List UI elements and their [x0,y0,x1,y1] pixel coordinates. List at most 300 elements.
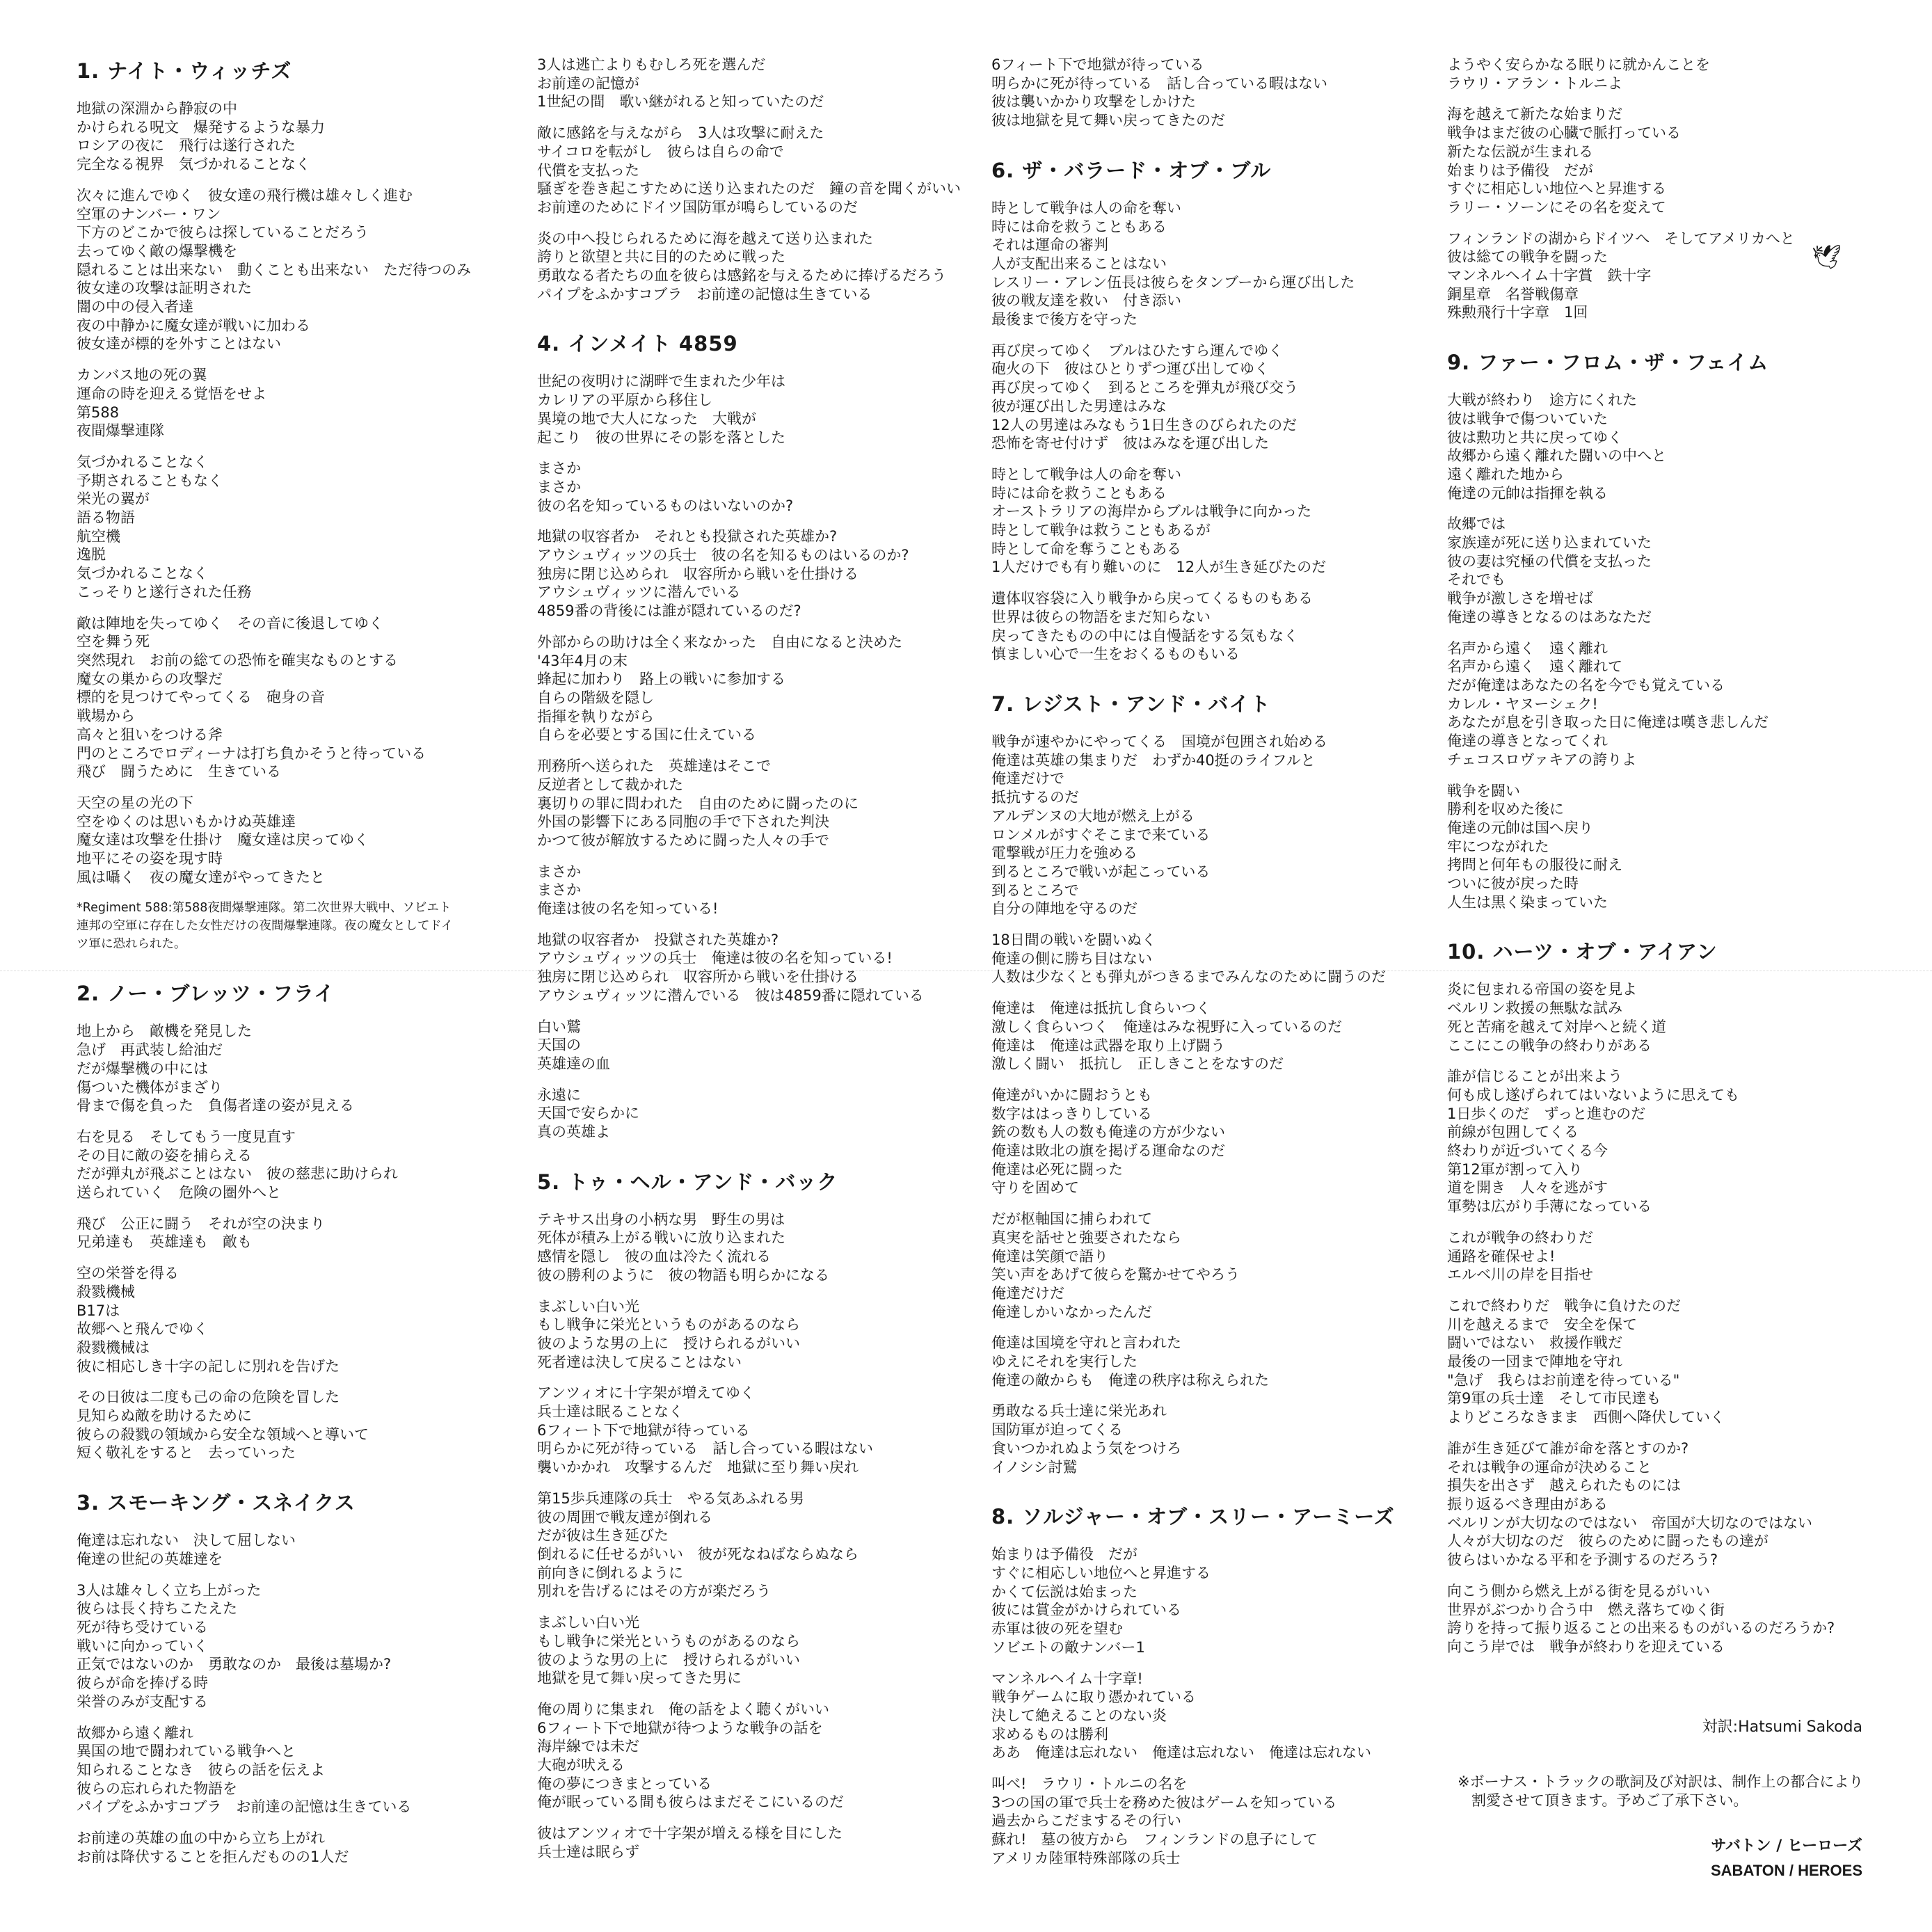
song-title: 10. ハーツ・オブ・アイアン [1447,940,1718,964]
lyric-line: 恐怖を寄せ付けず 彼はみなを運び出した [991,435,1269,452]
lyric-line: 彼のような男の上に 授けられるがいい [537,1334,800,1352]
lyric-line: 6フィート下で地獄が待つような戦争の話を [537,1719,823,1737]
lyric-line: 独房に閉じ込められ 収容所から戦いを仕掛ける [537,968,859,986]
lyric-stanza [1447,56,1892,93]
lyric-line: 彼が運び出した男達はみな [991,397,1167,415]
lyric-line: 彼は襲いかかり攻撃をしかけた [991,93,1196,111]
lyric-line: まさか [537,460,581,477]
lyric-line: 求めるものは勝利 [991,1725,1108,1743]
song-section [991,155,1437,664]
lyric-line: 彼は戦争で傷ついていた [1447,410,1608,427]
lyric-line: アウシュヴィッツの兵士 俺達は彼の名を知っている! [537,950,893,967]
lyric-stanza [991,1670,1437,1763]
lyric-stanza [1447,1067,1892,1216]
lyric-line: カレリアの平原から移住し [537,392,712,409]
lyric-line: 3つの国の軍で兵士を務めた彼はゲームを知っている [991,1794,1337,1811]
lyric-line: 風は囁く 夜の魔女達がやってきたと [77,868,325,886]
lyric-line: 語る物語 [77,509,135,527]
lyric-line: これが戦争の終わりだ [1447,1229,1593,1246]
lyric-line: アウシュヴィッツに潜んでいる 彼は4859番に隠れている [537,987,924,1004]
lyric-line: 門のところでロディーナは打ち負かそうと待っている [77,744,426,762]
lyric-line: 大砲が吠える [537,1757,625,1774]
lyric-line: マンネルヘイム十字章! [991,1670,1143,1687]
lyric-line: 独房に閉じ込められ 収容所から戦いを仕掛ける [537,565,859,582]
lyric-line: 前向きに倒れるように [537,1564,683,1581]
lyric-line: 気づかれることなく [77,453,208,470]
lyric-line: 骨まで傷を負った 負傷者達の姿が見える [77,1097,354,1115]
lyric-stanza [537,124,982,217]
lyric-line: 勇敢なる者たちの血を彼らは感銘を与えるために捧げるだろう [537,267,946,285]
lyric-line: 俺達の敵からも 俺達の秩序は称えられた [991,1371,1269,1389]
lyric-line: まぶしい白い光 [537,1298,639,1315]
lyric-line: 軍勢は広がり手薄になっている [1447,1198,1652,1215]
lyric-line: 自らを必要とする国に仕えている [537,726,756,744]
lyric-line: 自分の陣地を守るのだ [991,900,1137,918]
lyric-line: アメリカ陸軍特殊部隊の兵士 [991,1849,1181,1867]
lyric-line: 代償を支払った [537,161,639,179]
lyric-line: 12人の男達はみなもう1日生きのびられたのだ [991,416,1298,433]
lyric-line: 世界がぶつかり合う中 燃え落ちてゆく街 [1447,1601,1725,1618]
lyric-line: 倒れるに任せるがいい 彼が死なねばならぬなら [537,1546,859,1563]
lyric-line: 彼らはいかなる平和を予測するのだろう? [1447,1551,1718,1569]
lyric-line: 真実を話せと強要されたなら [991,1229,1181,1246]
lyric-line: 彼女達が標的を外すことはない [77,335,281,353]
lyric-line: 守りを固めて [991,1179,1079,1197]
footnote-line: 連邦の空軍に存在した女性だけの夜間爆撃連隊。夜の魔女としてドイ [77,919,454,934]
lyric-line: 戦争が速やかにやってくる 国境が包囲され始める [991,733,1327,750]
lyric-line: 第9軍の兵士達 そして市民達も [1447,1390,1661,1407]
lyric-line: 敵に感銘を与えながら 3人は攻撃に耐えた [537,125,824,142]
lyric-stanza [991,56,1437,130]
lyric-stanza [991,199,1437,329]
lyric-stanza [77,1388,522,1462]
lyric-line: 損失を出さず 越えられたものには [1447,1477,1681,1494]
lyric-line: 彼女達の攻撃は証明された [77,280,252,297]
lyric-line: かくて伝説は始まった [991,1583,1137,1600]
lyric-line: 世界は彼らの物語をまだ知らない [991,608,1211,625]
lyric-line: 彼の戦友達を救い 付き添い [991,292,1181,310]
lyric-line: 彼は勲功と共に戻ってゆく [1447,429,1622,446]
lyric-line: 故郷へと飛んでゆく [77,1320,208,1338]
lyric-line: 飛び 闘うために 生きている [77,763,281,781]
lyric-stanza [991,1334,1437,1389]
song-section [537,1167,982,1862]
song-section [991,689,1437,1476]
song-title: 6. ザ・バラード・オブ・ブル [991,158,1272,182]
lyric-line: 俺達がいかに闘おうとも [991,1086,1152,1103]
song-title: 8. ソルジャー・オブ・スリー・アーミーズ [991,1505,1395,1529]
lyric-line: 彼はアンツィオで十字架が増える様を目にした [537,1825,843,1842]
lyric-line: まさか [537,881,581,899]
lyric-line: 振り返るべき理由がある [1447,1496,1608,1512]
lyric-line: 彼らの殺戮の領域から安全な領域へと導いて [77,1426,369,1443]
lyric-stanza [77,1724,522,1817]
lyric-line: 明らかに死が待っている 話し合っている暇はない [537,1440,873,1458]
lyric-line: 時には命を救うこともある [991,218,1167,235]
lyric-line: 傷ついた機体がまざり [77,1078,223,1096]
lyric-stanza [537,931,982,1005]
lyric-stanza [1447,1297,1892,1427]
lyric-line: 天国で安らかに [537,1105,639,1122]
lyric-stanza [537,1824,982,1861]
bonus-track-note [1458,1773,1863,1810]
lyric-stanza [991,1086,1437,1197]
lyric-stanza [77,614,522,781]
lyric-line: レスリー・アレン伍長は彼らをタンブーから運び出した [991,273,1355,291]
lyric-line: 飛び 公正に闘う それが空の決まり [77,1215,325,1232]
lyric-line: 夜間爆撃連隊 [77,422,164,440]
lyric-line: 遠く離れた地から [1447,465,1564,483]
lyric-stanza [537,527,982,621]
footnote [77,899,522,953]
lyric-line: 兄弟達も 英雄達も 敵も [77,1234,252,1251]
lyric-line: まさか [537,478,581,495]
lyric-line: 兵士達は眠らず [537,1843,639,1860]
lyric-line: 空を舞う死 [77,633,150,650]
lyric-line: 俺達だけで [991,770,1064,788]
lyric-stanza [537,1384,982,1477]
lyric-line: 彼の周囲で戦友達が倒れる [537,1508,712,1526]
lyric-line: 終わりが近づいてくる今 [1447,1142,1608,1160]
lyric-line: 夜の中静かに魔女達が戦いに加わる [77,317,310,334]
lyric-line: だが俺達はあなたの名を今でも覚えている [1447,676,1725,694]
lyric-line: 天国の [537,1037,581,1054]
lyric-stanza [77,1531,522,1568]
lyric-line: 気づかれることなく [77,565,208,582]
lyric-line: 6フィート下で地獄が待っている [537,1421,750,1439]
lyric-line: 人が支配出来ることはない [991,255,1167,272]
lyric-line: だが枢軸国に捕らわれて [991,1211,1152,1228]
lyric-line: 到るところで [991,881,1079,899]
lyric-line: 死体が積み上がる戦いに放り込まれた [537,1229,785,1247]
lyric-line: ここにこの戦争の終わりがある [1447,1037,1652,1054]
lyric-stanza [537,56,982,111]
lyric-line: ラリー・ソーンにその名を変えて [1447,198,1666,216]
lyric-stanza [991,342,1437,453]
song-section [1447,347,1892,911]
lyric-line: 殊勲飛行十字章 1回 [1447,304,1588,321]
song-section [537,56,982,303]
lyric-line: 18日間の戦いを闘いぬく [991,932,1156,949]
lyric-line: ベルリンが大切なのではない 帝国が大切なのではない [1447,1514,1812,1531]
lyric-line: 戻ってきたものの中には自慢話をする気もなく [991,627,1298,644]
lyric-line: 栄光の翼が [77,490,150,508]
artist-album-jp: サバトン / ヒーローズ [1711,1837,1862,1855]
lyric-line: 永遠に [537,1086,581,1103]
lyric-line: 笑い声をあげて彼らを驚かせてやろう [991,1266,1240,1284]
lyric-line: 地獄の収容者か 投獄された英雄か? [537,931,779,948]
lyric-line: 俺達は英雄の集まりだ わずか40挺のライフルと [991,751,1316,769]
lyric-line: 川を越えるまで 安全を保て [1447,1316,1637,1333]
lyric-line: 再び戻ってゆく ブルはひたすら運んでゆく [991,342,1284,359]
lyric-line: 再び戻ってゆく 到るところを弾丸が飛び交う [991,379,1298,397]
lyric-line: 地上から 敵機を発見した [77,1023,252,1040]
lyric-line: 別れを告げるにはその方が楽だろう [537,1583,771,1600]
lyric-line: 俺達は忘れない 決して屈しない [77,1532,296,1549]
lyric-line: カンバス地の死の翼 [77,367,207,384]
lyric-stanza [1447,1439,1892,1570]
lyric-line: 急げ 再武装し給油だ [77,1041,223,1059]
song-section [77,56,522,953]
lyric-line: それは運命の審判 [991,237,1108,254]
lyric-line: その目に敵の姿を捕らえる [77,1147,252,1164]
lyric-stanza [991,733,1437,918]
lyric-line: 俺達の導きとなってくれ [1447,733,1608,750]
lyric-line: 下方のどこかで彼らは探していることだろう [77,224,369,241]
lyric-line: パイプをふかすコブラ お前達の記憶は生きている [537,285,872,303]
lyric-line: ようやく安らかなる眠りに就かんことを [1447,56,1710,73]
lyric-line: 死が待ち受けている [77,1619,208,1636]
lyric-line: だが彼は生き延びた [537,1527,669,1544]
lyric-line: 誇りと欲望と共に目的のために戦った [537,248,785,266]
lyric-line: ソビエトの敵ナンバー1 [991,1638,1145,1656]
song-title: 3. スモーキング・スネイクス [77,1491,356,1515]
lyric-line: 6フィート下で地獄が待っている [991,56,1204,73]
lyric-stanza [77,1022,522,1115]
lyric-line: 向こう岸では 戦争が終わりを迎えている [1447,1638,1725,1655]
lyric-line: これで終わりだ 戦争に負けたのだ [1447,1297,1681,1314]
lyric-line: 大戦が終わり 途方にくれた [1447,392,1637,409]
lyric-line: 異境の地で大人になった 大戦が [537,410,756,427]
lyric-line: 数字ははっきりしている [991,1105,1152,1122]
lyric-line: だが弾丸が飛ぶことはない 彼の慈悲に助けられ [77,1165,398,1183]
lyric-stanza [537,1298,982,1372]
lyric-line: 俺達だけだ [991,1284,1064,1302]
lyric-line: 3人は雄々しく立ち上がった [77,1581,262,1599]
lyric-line: かけられる呪文 爆発するような暴力 [77,118,325,136]
lyric-stanza [77,453,522,602]
lyric-line: 彼の名を知っているものはいないのか? [537,497,794,514]
lyric-line: 彼らが命を捧げる時 [77,1675,208,1692]
song-title: 2. ノー・ブレッツ・フライ [77,982,335,1006]
lyric-line: サイコロを転がし 彼らは自らの命で [537,143,784,160]
bonus-note-line: 割愛させて頂きます。予めご了承下さい。 [1471,1792,1748,1809]
lyric-stanza [1447,1582,1892,1656]
lyric-line: 空をゆくのは思いもかけぬ英雄達 [77,813,296,830]
lyric-line: 戦いに向かっていく [77,1637,208,1654]
lyric-line: 俺達は彼の名を知っている! [537,900,719,918]
lyric-line: アルデンヌの大地が燃え上がる [991,807,1195,824]
lyric-line: 騒ぎを巻き起こすために送り込まれたのだ 鐘の音を聞くがいい [537,180,961,198]
lyric-line: 最後の一団まで陣地を守れ [1447,1353,1622,1371]
lyric-line: 人生は黒く染まっていた [1447,893,1608,911]
lyric-line: 正気ではないのか 勇敢なのか 最後は墓場か? [77,1656,392,1673]
lyric-line: 知られることなき 彼らの話を伝えよ [77,1761,325,1778]
lyric-line: 魔女の巣からの攻撃だ [77,670,223,687]
lyric-line: 勇敢なる兵士達に栄光あれ [991,1403,1167,1420]
lyric-line: 運命の時を迎える覚悟をせよ [77,385,266,402]
lyric-line: カレル・ヤヌーシェク! [1447,695,1598,712]
lyric-line: 故郷では [1447,516,1506,533]
lyric-line: 始まりは予備役 だが [991,1546,1137,1563]
lyric-line: あなたが息を引き取った日に俺達は嘆き悲しんだ [1447,714,1769,731]
lyric-line: 遺体収容袋に入り戦争から戻ってくるものもある [991,590,1313,607]
lyric-line: 戦争が激しさを増せば [1447,590,1593,607]
lyric-line: ゆえにそれを実行した [991,1353,1137,1371]
lyric-line: 標的を見つけてやってくる 砲身の音 [77,689,325,706]
lyric-line: 襲いかかれ 攻撃するんだ 地獄に至り舞い戻れ [537,1459,859,1476]
lyric-line: 誰が信じることが出来よう [1447,1068,1622,1085]
lyric-line: 彼は総ての戦争を闘った [1447,248,1608,266]
lyric-line: 殺戮機械は [77,1339,150,1356]
lyric-line: 俺達は国境を守れと言われた [991,1334,1181,1352]
lyric-line: 叫べ! ラウリ・トルニの名を [991,1775,1188,1793]
lyric-line: 始まりは予備役 だが [1447,161,1593,179]
lyric-line: '43年4月の末 [537,652,628,669]
lyric-stanza [1447,515,1892,626]
lyric-line: 4859番の背後には誰が隠れているのだ? [537,602,801,620]
lyric-stanza [77,186,522,353]
lyric-line: 1人だけでも有り難いのに 12人が生き延びたのだ [991,559,1327,576]
lyric-line: 敵は陣地を失ってゆく その音に後退してゆく [77,614,383,632]
lyric-line: 1日歩くのだ ずっと進むのだ [1447,1105,1646,1122]
lyric-line: 第15歩兵連隊の兵士 やる気あふれる男 [537,1490,804,1507]
lyric-line: 兵士達は眠ることなく [537,1403,683,1421]
lyric-line: 俺達しかいなかったんだ [991,1303,1152,1320]
lyric-line: 時として戦争は人の命を奪い [991,199,1181,216]
lyric-line: 通路を確保せよ! [1447,1247,1556,1265]
lyric-line: 次々に進んでゆく 彼女達の飛行機は雄々しく進む [77,186,413,204]
lyric-stanza [77,794,522,887]
song-section [77,978,522,1462]
lyric-line: 到るところで戦いが起こっている [991,863,1211,880]
song-section [991,56,1437,130]
lyric-line: 牢につながれた [1447,838,1549,855]
lyric-line: 地平にその姿を現す時 [77,850,223,868]
lyric-line: 家族達が死に送り込まれていた [1447,534,1652,552]
song-title: 7. レジスト・アンド・バイト [991,692,1271,716]
lyric-stanza [77,1581,522,1711]
lyric-line: 故郷から遠く離れた闘いの中へと [1447,447,1666,465]
song-section [1447,936,1892,1656]
lyric-line: 道を開き 人々を逃がす [1447,1179,1608,1197]
lyric-line: もし戦争に栄光というものがあるのなら [537,1316,800,1334]
lyric-stanza [77,1829,522,1866]
lyric-line: 地獄の深淵から静寂の中 [77,100,237,117]
lyric-line: お前達の記憶が [537,74,639,92]
lyric-line: だが爆撃機の中には [77,1060,208,1077]
lyric-line: ロシアの夜に 飛行は遂行された [77,137,296,154]
lyric-line: 炎の中へ投じられるために海を越えて送り込まれた [537,230,873,247]
lyric-line: 俺達は敗北の旗を掲げる運命なのだ [991,1142,1225,1160]
lyric-line: 航空機 [77,527,120,545]
lyric-line: その日彼は二度も己の命の危険を冒した [77,1389,340,1406]
lyric-line: "急げ 我らはお前達を待っている" [1447,1371,1680,1389]
lyric-line: 地獄の収容者か それとも投獄された英雄か? [537,528,838,545]
lyric-line: 新たな伝説が生まれる [1447,143,1593,160]
lyric-line: 彼のような男の上に 授けられるがいい [537,1651,800,1668]
lyric-stanza [77,99,522,174]
lyric-stanza [991,1775,1437,1868]
lyric-line: 外国の影響下にある同胞の手で下された判決 [537,813,829,831]
lyric-line: 予期されることもなく [77,472,223,489]
song-section [77,1487,522,1866]
artist-album-en: SABATON / HEROES [1711,1862,1862,1879]
lyric-stanza [77,1128,522,1202]
lyric-stanza [1447,639,1892,769]
lyric-stanza [537,633,982,744]
lyric-line: 砲火の下 彼はひとりずつ運び出してゆく [991,360,1269,378]
lyric-stanza [537,863,982,918]
lyric-line: 第12軍が割って入り [1447,1160,1583,1178]
lyric-stanza [537,1211,982,1285]
lyric-line: 彼は地獄を見て舞い戻ってきたのだ [991,112,1225,129]
lyric-line: 名声から遠く 遠く離れて [1447,658,1622,676]
lyric-line: 外部からの助けは全く来なかった 自由になると決めた [537,633,902,650]
lyric-line: 炎に包まれる帝国の姿を見よ [1447,981,1637,998]
lyric-line: 過去からこだまするその行い [991,1812,1181,1830]
lyric-line: 国防軍が迫ってくる [991,1421,1123,1439]
song-title: 5. トゥ・ヘル・アンド・バック [537,1169,838,1194]
lyric-line: 電撃戦が圧力を強める [991,845,1137,862]
lyric-line: こっそりと遂行された任務 [77,583,252,600]
lyric-line: 世紀の夜明けに湖畔で生まれた少年は [537,373,785,390]
lyric-stanza [991,465,1437,577]
song-title: 4. インメイト 4859 [537,332,738,356]
lyric-line: 栄誉のみが支配する [77,1693,208,1710]
lyric-line: アウシュヴィッツの兵士 彼の名を知るものはいるのか? [537,547,909,564]
lyric-line: 海を越えて新たな始まりだ [1447,106,1622,123]
lyric-stanza [991,931,1437,987]
lyric-line: B17は [77,1302,120,1319]
lyric-line: アンツィオに十字架が増えてゆく [537,1384,755,1402]
lyric-line: 彼の妻は究極の代償を支払った [1447,552,1652,570]
lyric-line: かつて彼が解放するために闘った人々の手で [537,831,829,849]
bonus-note-line: ※ボーナス・トラックの歌詞及び対訳は、制作上の都合により [1458,1773,1864,1790]
lyric-line: それでも [1447,571,1506,589]
lyrics-column-1 [77,56,522,1891]
lyric-line: 海岸線では未だ [537,1738,639,1755]
lyric-line: オーストラリアの海岸からブルは戦争に向かった [991,503,1312,520]
song-section [537,328,982,1141]
lyric-line: まぶしい白い光 [537,1614,639,1631]
lyric-line: 拷問と何年もの服役に耐え [1447,856,1622,874]
lyric-line: 明らかに死が待っている 話し合っている暇はない [991,74,1327,92]
lyric-line: 俺達は 俺達は武器を取り上げ闘う [991,1037,1225,1054]
lyric-line: 激しく闘い 抵抗し 正しきことをなすのだ [991,1055,1284,1073]
lyric-stanza [991,999,1437,1073]
lyric-stanza [537,757,982,850]
lyric-line: 闇の中の侵入者達 [77,298,193,316]
lyric-line: ベルリン救援の無駄な試み [1447,1000,1622,1017]
lyric-line: 彼に相応しき十字の記しに別れを告げた [77,1357,340,1375]
lyric-line: 感情を隠し 彼の血は冷たく流れる [537,1248,771,1266]
lyric-line: 俺の夢につきまとっている [537,1775,712,1792]
lyric-line: 戦場から [77,708,135,725]
lyric-line: 真の英雄よ [537,1124,610,1141]
lyric-line: ああ 俺達は忘れない 俺達は忘れない 俺達は忘れない [991,1744,1371,1762]
lyric-line: 俺達の世紀の英雄達を [77,1550,223,1567]
lyric-line: 魔女達は攻撃を仕掛け 魔女達は戻ってゆく [77,831,369,849]
lyric-line: マンネルヘイム十字賞 鉄十字 [1447,267,1652,285]
lyric-line: 彼の勝利のように 彼の物語も明らかになる [537,1266,829,1284]
lyric-line: 時には命を救うこともある [991,484,1167,502]
lyric-line: すぐに相応しい地位へと昇進する [1447,180,1666,198]
lyric-line: 赤軍は彼の死を望む [991,1620,1123,1638]
lyric-line: 故郷から遠く離れ [77,1724,193,1741]
lyric-line: 慎ましい心で一生をおくるものもいる [991,646,1240,663]
lyric-line: 去ってゆく敵の爆撃機を [77,242,237,260]
lyric-line: 殺戮機械 [77,1283,135,1300]
lyric-line: ロンメルがすぐそこまで来ている [991,826,1211,843]
lyric-stanza [77,366,522,440]
lyric-line: お前は降伏することを拒んだものの1人だ [77,1848,349,1865]
lyric-line: 高々と狙いをつける斧 [77,726,223,743]
lyric-stanza [77,1215,522,1252]
lyric-line: 彼らは長く持ちこたえた [77,1600,237,1618]
song-title: 9. ファー・フロム・ザ・フェイム [1447,351,1769,375]
translator-credit: 対訳:Hatsumi Sakoda [1702,1718,1862,1736]
